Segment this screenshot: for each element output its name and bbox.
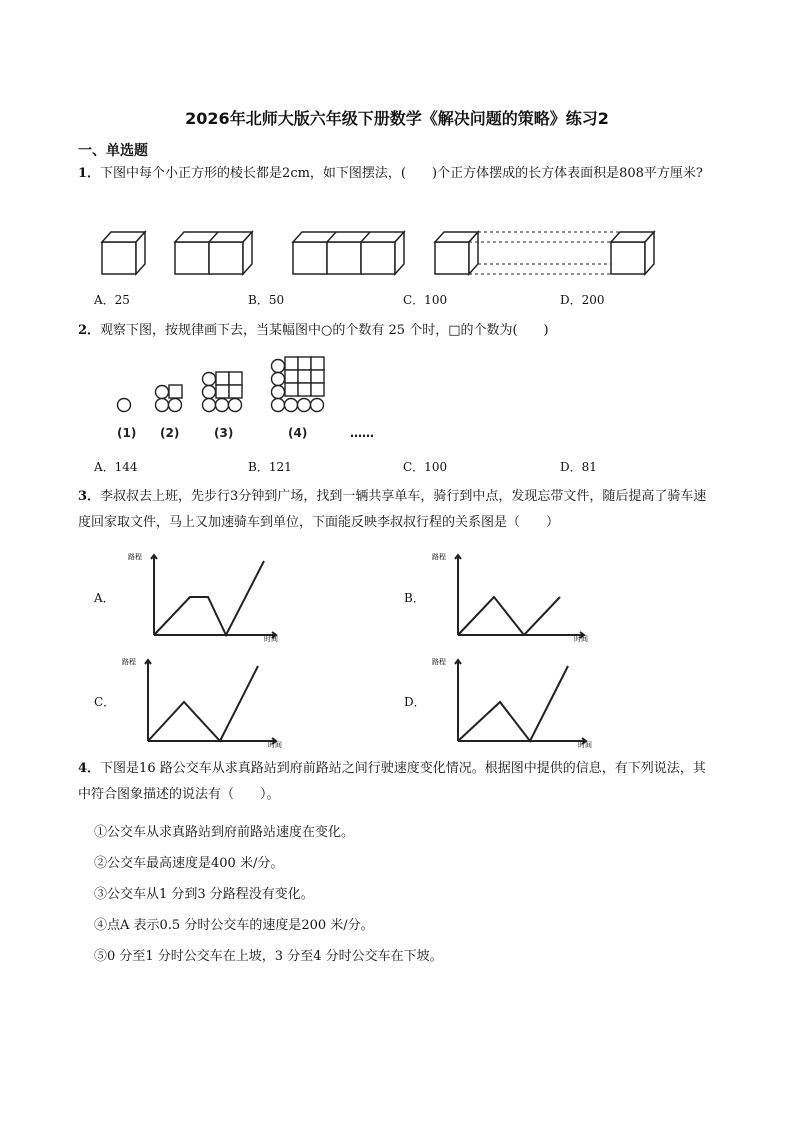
- cube-2: [175, 232, 252, 274]
- question-2: [78, 318, 718, 344]
- question-1: [78, 161, 718, 187]
- graph-d[interactable]: [428, 652, 598, 750]
- figure-label-3: (3): [214, 426, 234, 440]
- q2-option-a[interactable]: A．144: [94, 460, 138, 474]
- q3-option-d[interactable]: D．: [404, 695, 426, 709]
- axis-label-distance: 路程: [122, 658, 136, 666]
- cube-arrangement-figure: [95, 225, 665, 280]
- axis-label-distance: 路程: [128, 553, 142, 561]
- page-title: 2026年北师大版六年级下册数学《解决问题的策略》练习2: [185, 109, 609, 128]
- q1-option-b[interactable]: B．50: [248, 293, 285, 307]
- question-text: 下图中每个小正方形的棱长都是2cm，如下图摆法，( )个正方体摆成的长方体表面积是808平方厘米?: [100, 166, 703, 181]
- question-3: [78, 484, 718, 536]
- graph-b[interactable]: [428, 547, 598, 643]
- q3-option-a[interactable]: A．: [94, 591, 115, 605]
- cube-n: [435, 232, 654, 274]
- figure-label-1: (1): [117, 426, 137, 440]
- statement-1: ①公交车从求真路站到府前路站速度在变化。: [94, 825, 355, 840]
- axis-label-time: 时间: [264, 635, 278, 643]
- cube-3: [293, 232, 404, 274]
- figure-label-4: (4): [288, 426, 308, 440]
- section-heading: 一、单选题: [78, 143, 148, 159]
- question-number: 4．: [78, 761, 101, 776]
- question-number: 3．: [78, 489, 101, 504]
- question-text: 下图是16 路公交车从求真路站到府前路站之间行驶速度变化情况。根据图中提供的信息，有下列说法，其中符合图象描述的说法有（ ）。: [78, 761, 706, 802]
- graph-a[interactable]: [118, 547, 288, 643]
- cube-1: [102, 232, 145, 274]
- circle-square-pattern-figure: [110, 352, 390, 442]
- q2-option-b[interactable]: B．121: [248, 460, 292, 474]
- question-number: 1．: [78, 166, 101, 181]
- question-text: 李叔叔去上班，先步行3分钟到广场，找到一辆共享单车，骑行到中点，发现忘带文件，随后提高了骑车速度回家取文件，马上又加速骑车到单位，下面能反映李叔叔行程的关系图是（ ）: [78, 489, 707, 530]
- axis-label-time: 时间: [578, 741, 592, 749]
- q3-option-b[interactable]: B．: [404, 591, 425, 605]
- statement-5: ⑤0 分至1 分时公交车在上坡，3 分至4 分时公交车在下坡。: [94, 949, 443, 964]
- statement-3: ③公交车从1 分到3 分路程没有变化。: [94, 887, 314, 902]
- question-4: [78, 756, 718, 808]
- axis-label-time: 时间: [574, 635, 588, 643]
- q1-option-d[interactable]: D．200: [560, 293, 605, 307]
- q3-option-c[interactable]: C．: [94, 695, 116, 709]
- axis-label-distance: 路程: [432, 658, 446, 666]
- statement-2: ②公交车最高速度是400 米/分。: [94, 856, 284, 871]
- q2-option-c[interactable]: C．100: [403, 460, 448, 474]
- q1-option-a[interactable]: A．25: [94, 293, 130, 307]
- statement-4: ④点A 表示0.5 分时公交车的速度是200 米/分。: [94, 918, 374, 933]
- question-number: 2．: [78, 323, 101, 338]
- figure-ellipsis: ……: [350, 426, 374, 440]
- graph-c[interactable]: [118, 652, 288, 750]
- q1-option-c[interactable]: C．100: [403, 293, 448, 307]
- question-text: 观察下图，按规律画下去，当某幅图中○的个数有 25 个时，□的个数为( ): [100, 323, 549, 338]
- axis-label-distance: 路程: [432, 553, 446, 561]
- q2-option-d[interactable]: D．81: [560, 460, 597, 474]
- axis-label-time: 时间: [268, 741, 282, 749]
- figure-label-2: (2): [160, 426, 180, 440]
